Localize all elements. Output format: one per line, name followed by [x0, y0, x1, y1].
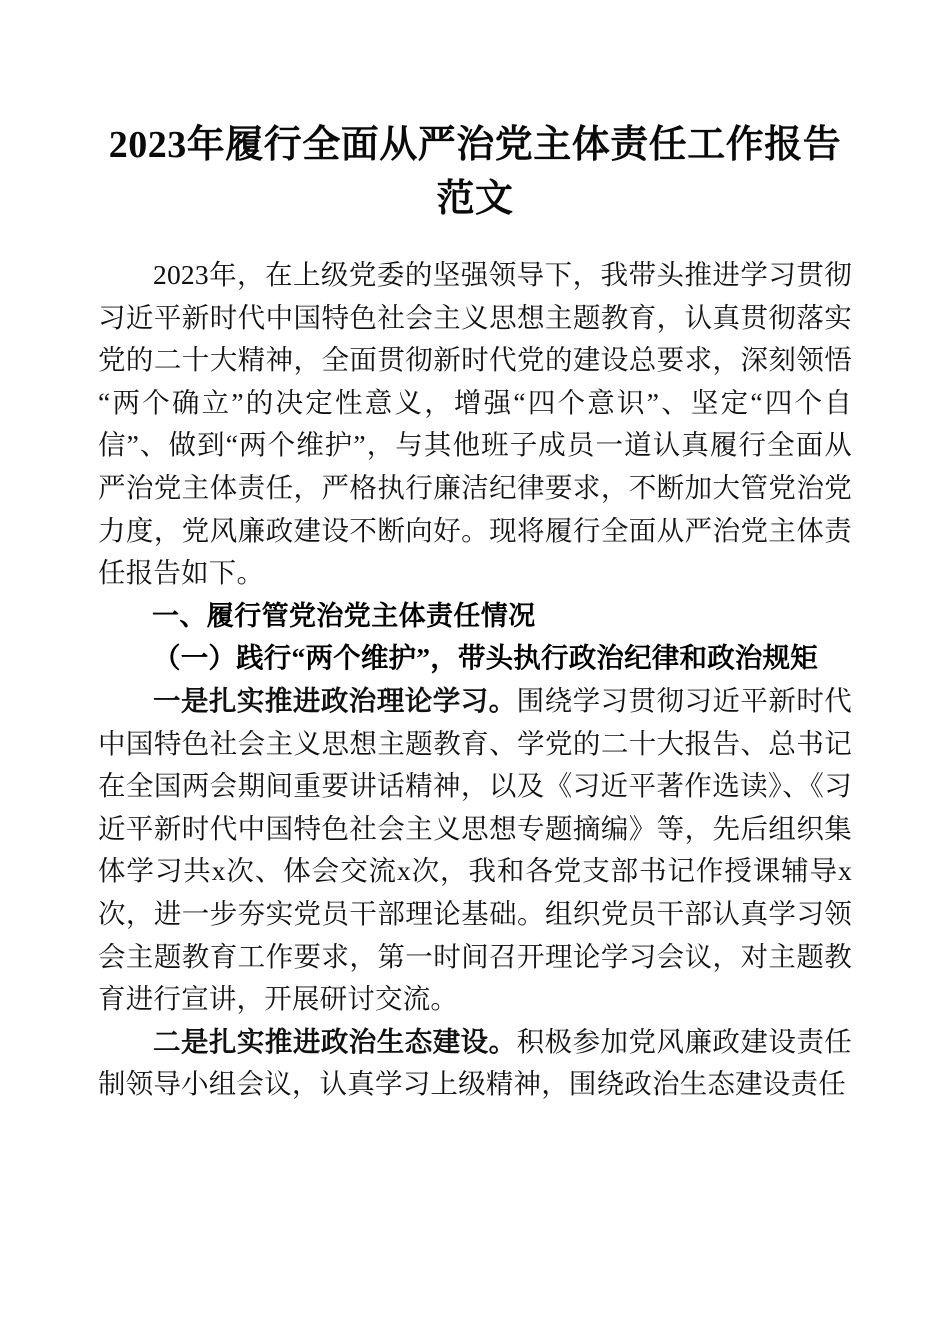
page-title [98, 118, 852, 226]
heading-section-1: 一、履行管党治党主体责任情况 [152, 600, 536, 631]
document-body [98, 118, 852, 1106]
paragraph-point-1 [98, 680, 852, 1021]
page-title-text: 2023年履行全面从严治党主体责任工作报告范文 [108, 124, 842, 220]
paragraph-point-2 [98, 1021, 852, 1106]
paragraph-point-2-body: 积极参加党风廉政建设责任制领导小组会议，认真学习上级精神，围绕政治生态建设责任 [98, 1025, 852, 1100]
paragraph-point-1-lead: 一是扎实推进政治理论学习。 [153, 684, 517, 716]
paragraph-point-2-lead: 二是扎实推进政治生态建设。 [153, 1025, 517, 1057]
paragraph-intro: 2023年，在上级党委的坚强领导下，我带头推进学习贯彻习近平新时代中国特色社会主义思想主题教育，认真贯彻落实党的二十大精神，全面贯彻新时代党的建设总要求，深刻领悟“两个确立”的决定性意义，增强“四个意识”、坚定“四个自信”、做到“两个维护”，与其他班子成员一道认真履行全面从严治党主体责任，严格执行廉洁纪律要求，不断加大管党治党力度，党风廉政建设不断向好。现将履行全面从严治党主体责任报告如下。 [98, 259, 852, 589]
heading-section-1-1: （一）践行“两个维护”，带头执行政治纪律和政治规矩 [153, 642, 818, 674]
paragraph-point-1-body: 围绕学习贯彻习近平新时代中国特色社会主义思想主题教育、学党的二十大报告、总书记在全国两会期间重要讲话精神，以及《习近平著作选读》、《习近平新时代中国特色社会主义思想专题摘编》等，先后组织集体学习共x次、体会交流x次，我和各党支部书记作授课辅导x次，进一步夯实党员干部理论基础。组织党员干部认真学习领会主题教育工作要求，第一时间召开理论学习会议，对主题教育进行宣讲，开展研讨交流。 [98, 684, 852, 1015]
